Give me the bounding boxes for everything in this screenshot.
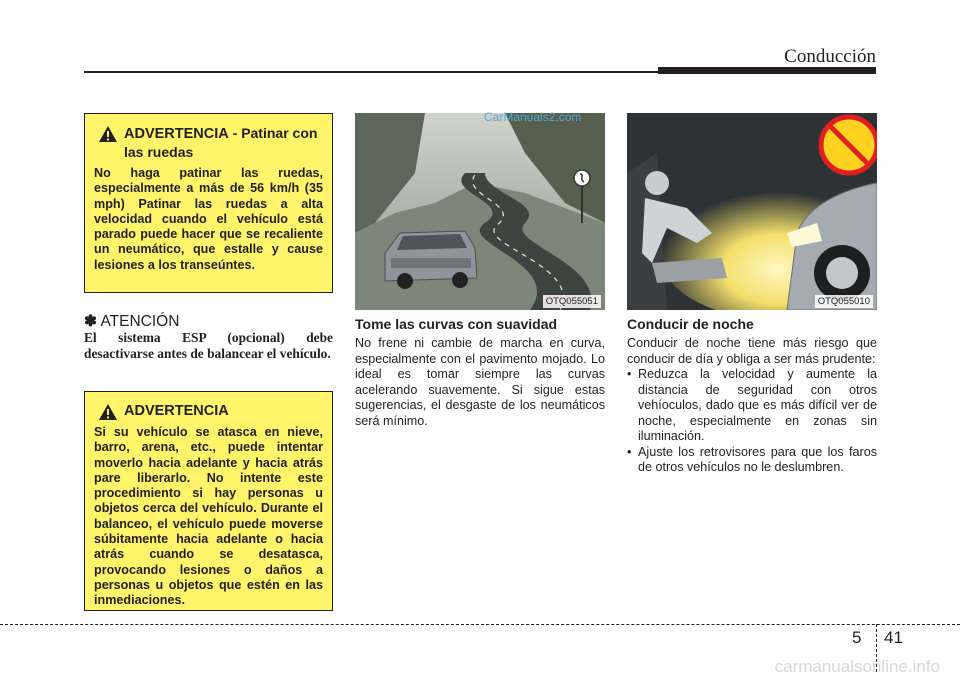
warning-triangle-icon <box>98 403 118 421</box>
warning-title: ADVERTENCIA <box>124 403 229 419</box>
list-item: • Reduzca la velocidad y aumente la distancia de seguridad con otros vehíoculos, dado que es más difícil ver de noche, especialmente en zonas sin iluminación. <box>627 367 877 445</box>
footer-rule <box>0 624 960 625</box>
page-header-title: Conducción <box>784 46 876 67</box>
warning-triangle-icon <box>98 125 118 143</box>
image-code: OTQ055051 <box>543 295 601 308</box>
header-rule <box>84 71 658 73</box>
attention-body: El sistema ESP (opcional) debe desactivarse antes de balancear el vehículo. <box>84 330 333 361</box>
warning-box-skid <box>84 113 333 293</box>
section-title-curves: Tome las curvas con suavidad <box>355 316 558 332</box>
curves-illustration <box>355 113 605 310</box>
attention-title: ✽ ATENCIÓN <box>84 313 180 330</box>
image-code: OTQ055010 <box>815 295 873 308</box>
watermark-top: CarManuals2.com <box>484 110 582 124</box>
section-body-night <box>627 336 877 476</box>
header-rule-bar <box>658 67 876 74</box>
warning-body: Si su vehículo se atasca en nieve, barro, arena, etc., puede intentar moverlo hacia adelante y hacia atrás pare liberarlo. No intente este procedimiento si hay personas u objetos cerca del vehículo. Durante el balanceo, el vehículo puede moverse súbitamente hacia adelante o hacia atrás cuando se desatasca, provocando lesiones o daños a personas u objetos que estén en las inmediaciones. <box>94 425 323 608</box>
page-section-number: 5 <box>852 628 862 647</box>
warning-body: No haga patinar las ruedas, especialmente a más de 56 km/h (35 mph) Patinar las ruedas a alta velocidad cuando el vehículo está parado puede hacer que se recaliente un neumático, que estalle y cause lesiones a los transeúntes. <box>94 166 323 272</box>
watermark: carmanualsonline.info <box>774 657 940 676</box>
list-item: • Ajuste los retrovisores para que los faros de otros vehículos no le deslumbren. <box>627 445 877 476</box>
warning-box-stuck <box>84 391 333 611</box>
curvy-road-image <box>355 113 605 310</box>
attention-mark-icon: ✽ <box>84 313 97 330</box>
section-body-curves: No frene ni cambie de marcha en curva, especialmente con el pavimento mojado. Lo ideal es tomar siempre las curvas acelerando suavemente. Si sigue estas sugerencias, el desgaste de los neumáticos será mínimo. <box>355 336 605 428</box>
night-driving-image <box>627 113 877 310</box>
night-illustration <box>627 113 877 310</box>
warning-subtitle: Patinar con las ruedas <box>124 125 318 160</box>
warning-title: ADVERTENCIA - Patinar con las ruedas <box>124 125 318 160</box>
page-number: 41 <box>884 628 903 647</box>
night-bullet-list <box>627 367 877 476</box>
section-title-night: Conducir de noche <box>627 316 754 332</box>
night-intro: Conducir de noche tiene más riesgo que conducir de día y obliga a ser más prudente: <box>627 336 877 366</box>
